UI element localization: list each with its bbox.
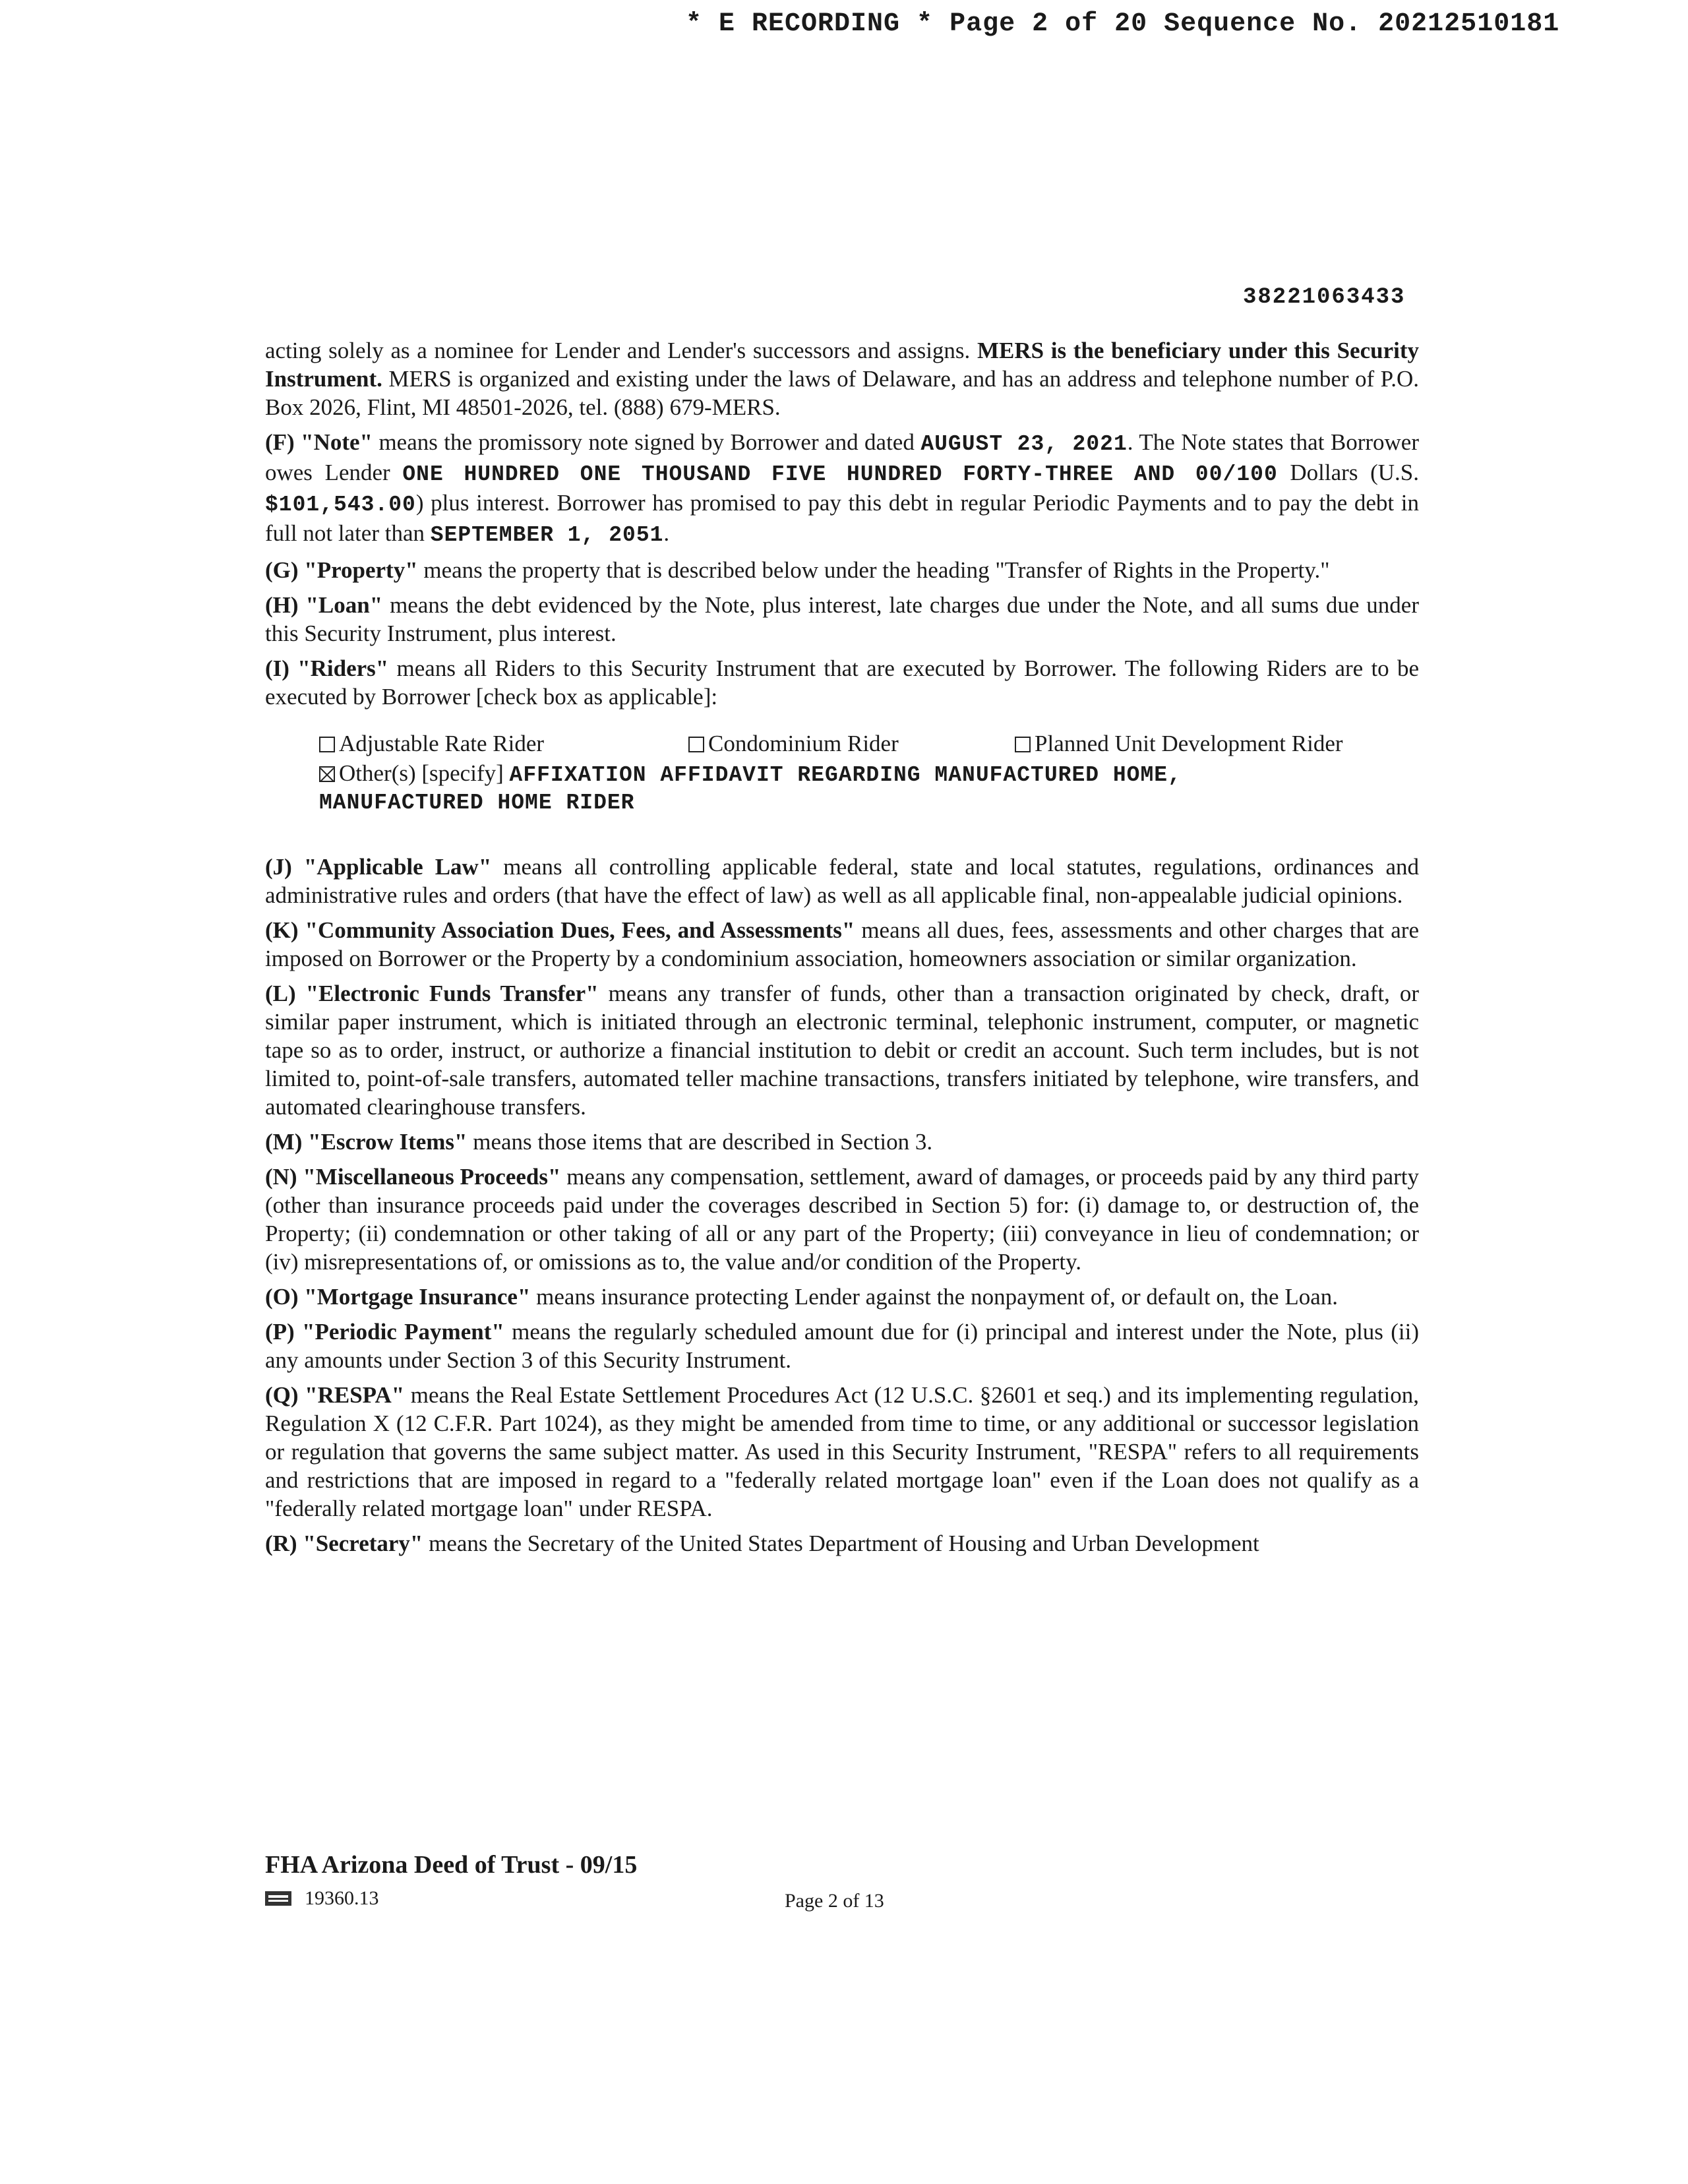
checkbox-condominium bbox=[688, 737, 704, 752]
paragraph-property: (G) "Property" means the property that is described below under the heading "Transfer of Rights in the Property." bbox=[265, 557, 1330, 583]
paragraph-misc-proceeds: (N) "Miscellaneous Proceeds" means any compensation, settlement, award of damages, or proceeds paid by any third party (other than insurance proceeds paid under the coverages described in Section 5) for: (i) damage to, or destruction of, the Property; (ii) condemnation or other taking of all or any part of the Property; (iii) conveyance in lieu of condemnation; or (iv) misrepresentations of, or omissions as to, the value and/or condition of the Property. bbox=[265, 1164, 1419, 1275]
paragraph-riders: (I) "Riders" means all Riders to this Security Instrument that are executed by Borrower. The following Riders are to be executed by Borrower [check box as applicable]: bbox=[265, 655, 1420, 710]
term-note: (F) "Note" bbox=[265, 429, 373, 455]
recording-header: * E RECORDING * Page 2 of 20 Sequence No. 20212510181 bbox=[686, 9, 1560, 39]
checkbox-other-checked bbox=[319, 766, 335, 782]
rider-condominium: Condominium Rider bbox=[688, 729, 1015, 758]
checkbox-adjustable-rate bbox=[319, 737, 335, 752]
rider-other-value-2: MANUFACTURED HOME RIDER bbox=[319, 791, 635, 815]
document-number: 38221063433 bbox=[1243, 285, 1406, 310]
paragraph-eft: (L) "Electronic Funds Transfer" means any transfer of funds, other than a transaction originated by check, draft, or similar paper instrument, which is initiated through an electronic terminal, telephonic instrument, computer, or magnetic tape so as to order, instruct, or authorize a financial institution to debit or credit an account. Such term includes, but is not limited to, point-of-sale transfers, automated teller machine transactions, transfers initiated by telephone, wire transfers, and automated clearinghouse transfers. bbox=[265, 981, 1419, 1120]
rider-other: Other(s) [specify] AFFIXATION AFFIDAVIT REGARDING MANUFACTURED HOME, bbox=[319, 759, 1419, 789]
paragraph-escrow: (M) "Escrow Items" means those items that are described in Section 3. bbox=[265, 1129, 933, 1155]
paragraph-mers: acting solely as a nominee for Lender and Lender's successors and assigns. MERS is the beneficiary under this Security Instrument. MERS is organized and existing under the laws of Delaware, and has an address and telephone number of P.O. Box 2026, Flint, MI 48501-2026, tel. (888) 679-MERS. bbox=[265, 338, 1419, 420]
rider-checklist bbox=[265, 729, 1419, 818]
rider-pud: Planned Unit Development Rider bbox=[1015, 729, 1343, 758]
page-number: Page 2 of 13 bbox=[785, 1890, 884, 1912]
paragraph-note: (F) "Note" means the promissory note signed by Borrower and dated AUGUST 23, 2021. The Note states that Borrower owes Lender ONE HUNDRED ONE THOUSAND FIVE HUNDRED FORTY-THREE AND 00/100 Dollars (U.S. $101,543.00) plus interest. Borrower has promised to pay this debt in regular Periodic Payments and to pay the debt in full not later than SEPTEMBER 1, 2051. bbox=[265, 429, 1419, 547]
paragraph-community: (K) "Community Association Dues, Fees, and Assessments" means all dues, fees, assessments and other charges that are imposed on Borrower or the Property by a condominium association, homeowners association or similar organization. bbox=[265, 917, 1419, 971]
rider-adjustable-rate: Adjustable Rate Rider bbox=[319, 729, 688, 758]
paragraph-mortgage-insurance: (O) "Mortgage Insurance" means insurance protecting Lender against the nonpayment of, or default on, the Loan. bbox=[265, 1284, 1338, 1310]
rider-other-value-1: AFFIXATION AFFIDAVIT REGARDING MANUFACTURED HOME, bbox=[509, 763, 1182, 787]
note-amount: $101,543.00 bbox=[265, 493, 416, 517]
document-body bbox=[265, 336, 1419, 1564]
paragraph-secretary: (R) "Secretary" means the Secretary of the United States Department of Housing and Urban Development bbox=[265, 1531, 1259, 1556]
paragraph-periodic-payment: (P) "Periodic Payment" means the regularly scheduled amount due for (i) principal and interest under the Note, plus (ii) any amounts under Section 3 of this Security Instrument. bbox=[265, 1319, 1419, 1373]
form-logo-icon bbox=[265, 1891, 291, 1906]
paragraph-loan: (H) "Loan" means the debt evidenced by the Note, plus interest, late charges due under the Note, and all sums due under this Security Instrument, plus interest. bbox=[265, 592, 1419, 646]
note-amount-words: ONE HUNDRED ONE THOUSAND FIVE HUNDRED FORTY-THREE AND 00/100 bbox=[402, 462, 1278, 487]
form-code: 19360.13 bbox=[265, 1887, 379, 1910]
paragraph-applicable-law: (J) "Applicable Law" means all controlling applicable federal, state and local statutes, regulations, ordinances and administrative rules and orders (that have the effect of law) as well as all applicable final, non-appealable judicial opinions. bbox=[265, 854, 1419, 908]
paragraph-respa: (Q) "RESPA" means the Real Estate Settlement Procedures Act (12 U.S.C. §2601 et seq.) and its implementing regulation, Regulation X (12 C.F.R. Part 1024), as they might be amended from time to time, or any additional or successor legislation or regulation that governs the same subject matter. As used in this Security Instrument, "RESPA" refers to all requirements and restrictions that are imposed in regard to a "federally related mortgage loan" even if the Loan does not qualify as a "federally related mortgage loan" under RESPA. bbox=[265, 1382, 1419, 1521]
note-date: AUGUST 23, 2021 bbox=[920, 432, 1128, 456]
form-title: FHA Arizona Deed of Trust - 09/15 bbox=[265, 1851, 638, 1879]
checkbox-pud bbox=[1015, 737, 1031, 752]
note-due-date: SEPTEMBER 1, 2051 bbox=[430, 523, 664, 547]
